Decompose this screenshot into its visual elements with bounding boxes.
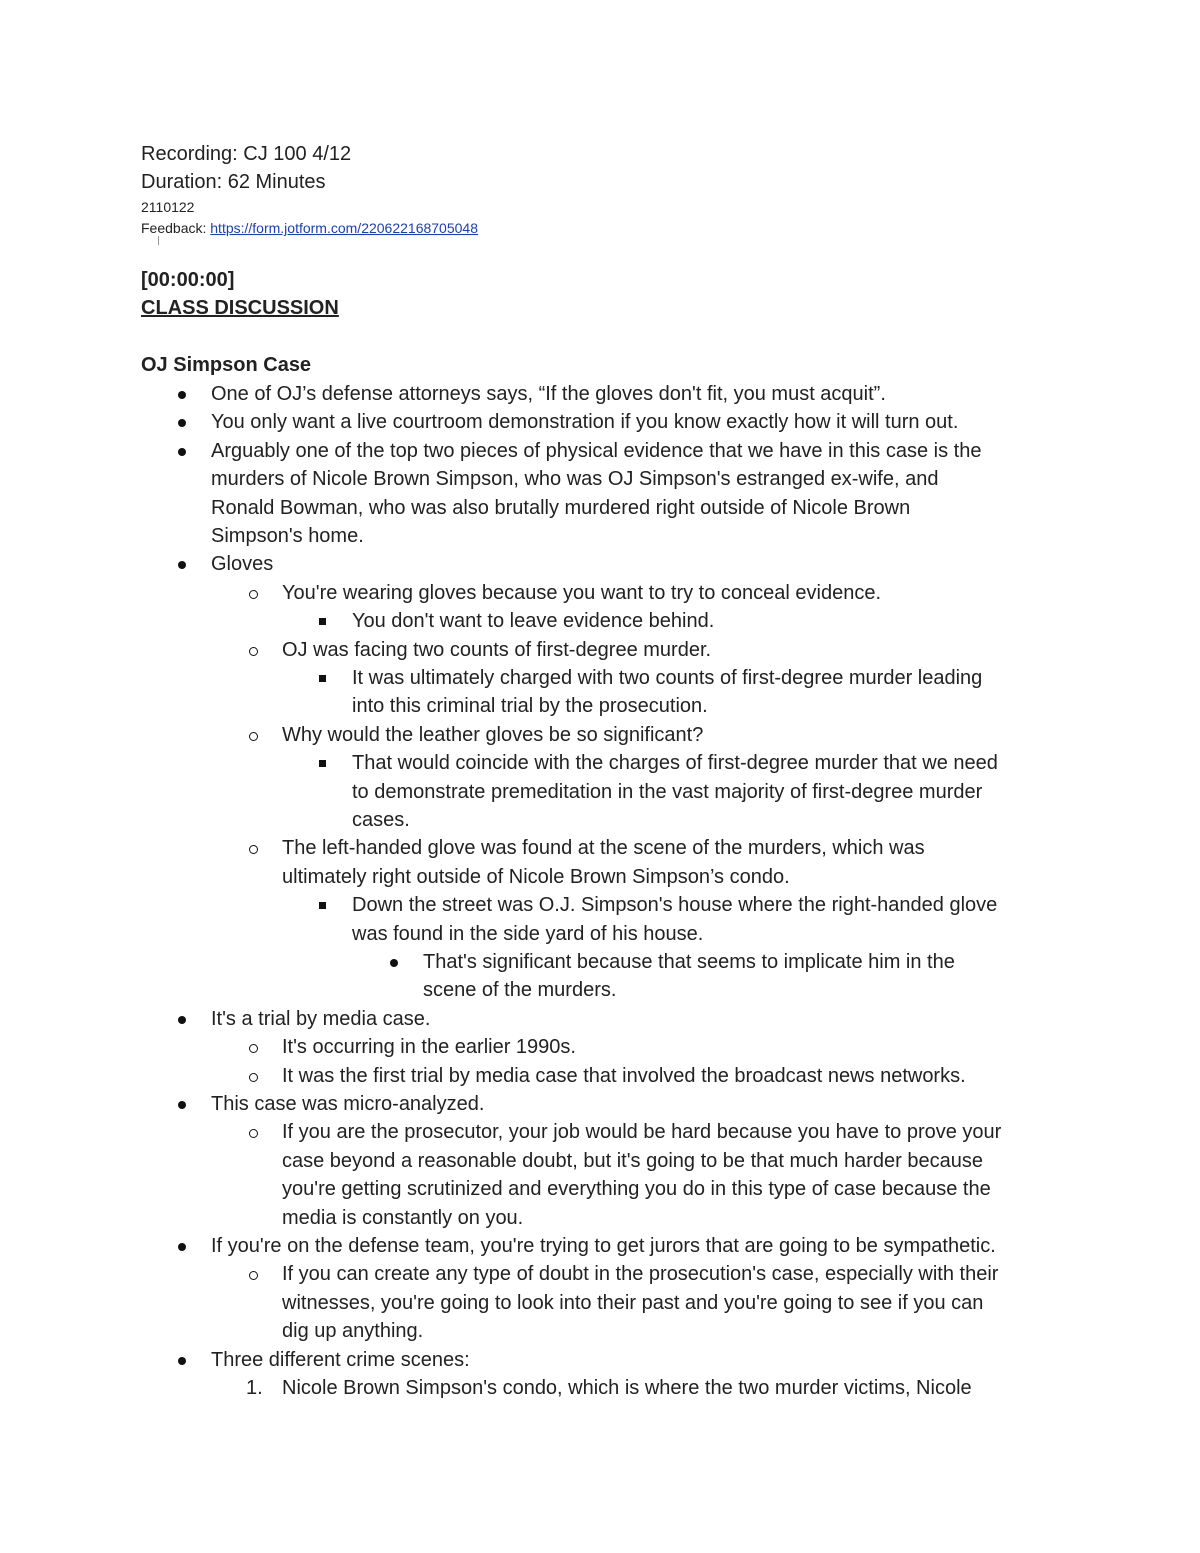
section-title: CLASS DISCUSSION xyxy=(141,297,339,319)
list-item-text: That would coincide with the charges of first-degree murder that we need xyxy=(352,752,998,775)
list-item-text: You don't want to leave evidence behind. xyxy=(352,610,715,633)
square-bullet-icon xyxy=(319,902,326,909)
document-id: 2110122 xyxy=(141,199,195,215)
list-item-text: It was ultimately charged with two counts of first-degree murder leading xyxy=(352,667,983,689)
list-item-text: OJ was facing two counts of first-degree murder. xyxy=(282,638,712,661)
list-item-text: Why would the leather gloves be so significant? xyxy=(282,723,704,746)
list-item-text: One of OJ’s defense attorneys says, “If the gloves don't fit, you must acquit”. xyxy=(211,383,886,405)
circle-bullet-icon xyxy=(249,1044,258,1053)
recording-line: Recording: CJ 100 4/12 xyxy=(141,143,352,165)
circle-bullet-icon xyxy=(249,845,258,854)
list-item-text: Arguably one of the top two pieces of physical evidence that we have in this case is the xyxy=(211,439,982,462)
list-item-text: media is constantly on you. xyxy=(282,1206,524,1229)
list-item-text: to demonstrate premeditation in the vast majority of first-degree murder xyxy=(352,780,983,803)
circle-bullet-icon xyxy=(249,1271,258,1280)
list-item-text: murders of Nicole Brown Simpson, who was OJ Simpson's estranged ex-wife, and xyxy=(211,468,939,491)
list-number: 1. xyxy=(246,1377,263,1399)
list-item-text: You're wearing gloves because you want to try to conceal evidence. xyxy=(282,581,882,604)
list-item-text: case beyond a reasonable doubt, but it's going to be that much harder because xyxy=(282,1149,983,1172)
list-item-text: Down the street was O.J. Simpson's house where the right-handed glove xyxy=(352,894,998,917)
list-item-text: cases. xyxy=(352,809,410,831)
feedback-label: Feedback: xyxy=(141,220,211,236)
list-item-text: It was the first trial by media case that involved the broadcast news networks. xyxy=(282,1064,966,1087)
disc-bullet-icon xyxy=(178,1016,186,1024)
list-item-text: Nicole Brown Simpson's condo, which is where the two murder victims, Nicole xyxy=(282,1377,972,1399)
list-item-text: That's significant because that seems to implicate him in the xyxy=(423,951,955,973)
duration-line: Duration: 62 Minutes xyxy=(141,171,326,193)
list-item-text: If you can create any type of doubt in the prosecution's case, especially with their xyxy=(282,1263,999,1286)
timestamp: [00:00:00] xyxy=(141,269,235,291)
disc-bullet-icon xyxy=(178,1243,186,1251)
list-item-text: The left-handed glove was found at the scene of the murders, which was xyxy=(282,837,925,860)
circle-bullet-icon xyxy=(249,647,258,656)
feedback-link[interactable]: https://form.jotform.com/220622168705048 xyxy=(210,220,478,236)
list-item-text: Ronald Bowman, who was also brutally murdered right outside of Nicole Brown xyxy=(211,496,911,519)
list-item-text: Gloves xyxy=(211,553,274,576)
list-item-text: Three different crime scenes: xyxy=(211,1348,470,1371)
disc-bullet-icon xyxy=(178,391,186,399)
circle-bullet-icon xyxy=(249,732,258,741)
square-bullet-icon xyxy=(319,675,326,682)
list-item-text: into this criminal trial by the prosecution. xyxy=(352,695,708,718)
disc-bullet-icon xyxy=(390,959,398,967)
circle-bullet-icon xyxy=(249,590,258,599)
square-bullet-icon xyxy=(319,618,326,625)
list-item-text: dig up anything. xyxy=(282,1320,424,1343)
list-item-text: You only want a live courtroom demonstration if you know exactly how it will turn out. xyxy=(211,411,959,434)
disc-bullet-icon xyxy=(178,448,186,456)
list-item-text: you're getting scrutinized and everything you do in this type of case because the xyxy=(282,1178,991,1201)
list-item-text: witnesses, you're going to look into their past and you're going to see if you can xyxy=(282,1291,984,1314)
list-item-text: If you're on the defense team, you're trying to get jurors that are going to be sympathetic. xyxy=(211,1235,996,1257)
disc-bullet-icon xyxy=(178,1101,186,1109)
list-item-text: This case was micro-analyzed. xyxy=(211,1093,485,1115)
list-item-text: was found in the side yard of his house. xyxy=(352,922,704,945)
list-item-text: If you are the prosecutor, your job would be hard because you have to prove your xyxy=(282,1121,1002,1144)
list-item-text: ultimately right outside of Nicole Brown Simpson’s condo. xyxy=(282,865,790,888)
disc-bullet-icon xyxy=(178,1357,186,1365)
text-cursor xyxy=(158,236,159,245)
list-item-text: It's a trial by media case. xyxy=(211,1007,431,1030)
list-item-text: Simpson's home. xyxy=(211,525,364,547)
circle-bullet-icon xyxy=(249,1129,258,1138)
feedback-line xyxy=(141,219,478,237)
circle-bullet-icon xyxy=(249,1073,258,1082)
disc-bullet-icon xyxy=(178,561,186,569)
list-item-text: scene of the murders. xyxy=(423,979,617,1002)
disc-bullet-icon xyxy=(178,419,186,427)
list-item-text: It's occurring in the earlier 1990s. xyxy=(282,1036,576,1059)
square-bullet-icon xyxy=(319,760,326,767)
subsection-title: OJ Simpson Case xyxy=(141,354,312,376)
